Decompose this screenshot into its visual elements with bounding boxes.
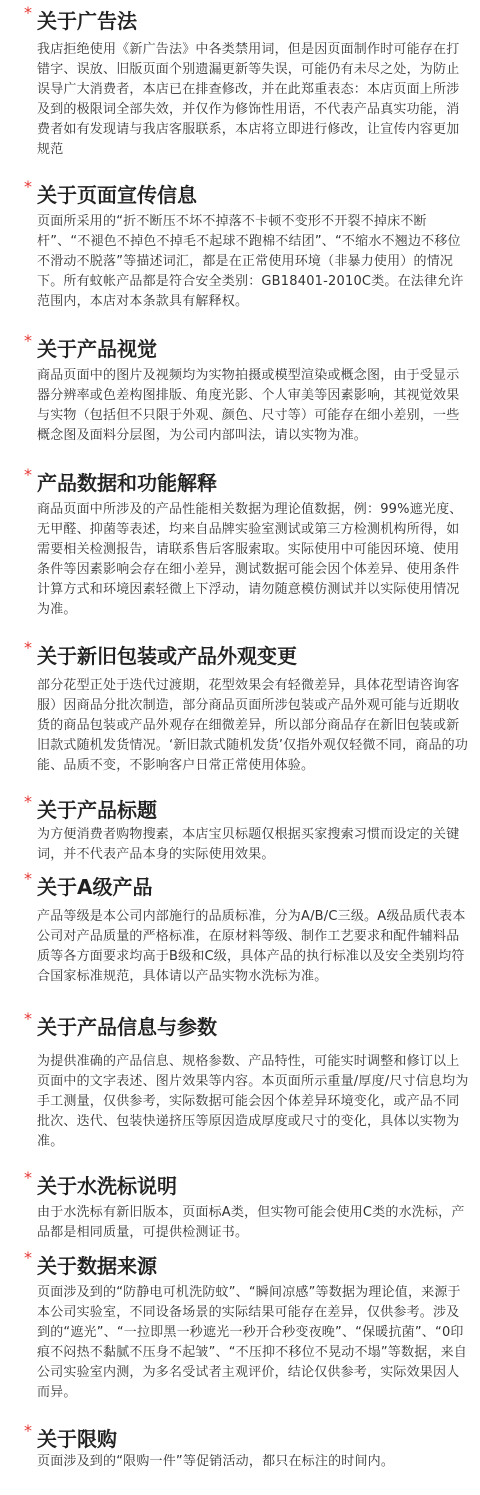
section-heading: 关于数据来源 xyxy=(37,1254,157,1278)
section-body: 为提供准确的产品信息、规格参数、产品特性，可能实时调整和修订以上页面中的文字表述、图片效果等内容。本页面所示重量/厚度/尺寸信息均为手工测量，仅供参考，实际数据可能会因个体差异环境变化，或产品不同批次、迭代、包装快递挤压等原因造成厚度或尺寸的变化，具体以实物为准。 xyxy=(37,1054,469,1149)
section-heading: 关于限购 xyxy=(37,1427,117,1451)
required-asterisk: * xyxy=(24,638,32,657)
section-body: 页面涉及到的“限购一件”等促销活动，都只在标注的时间内。 xyxy=(37,1454,395,1469)
section-body: 页面涉及到的“防静电可机洗防蚊”、“瞬间凉感”等数据为理论值，来源于本公司实验室，不同设备场景的实际结果可能存在差异，仅供参考。涉及到的“遮光”、“一拉即黑一秒遮光一秒开合秒变夜晚”、“保暖抗菌”、“0印痕不闷热不黏腻不压身不起皱”、“不压抑不移位不晃动不塌”等数据，来自公司实验室内测，为多名受试者主观评价，结论仅供参考，实际效果因人而异。 xyxy=(37,1285,468,1400)
section-heading: 关于广告法 xyxy=(37,9,137,33)
required-asterisk: * xyxy=(24,792,32,811)
section-body: 商品页面中所涉及的产品性能相关数据为理论值数据，例：99%遮光度、无甲醛、抑菌等表述，均来自品牌实验室测试或第三方检测机构所得，如需要相关检测报告，请联系售后客服索取。实际使用中可能因环境、使用条件等因素影响会存在细小差异，测试数据可能会因个体差异、使用条件计算方式和环境因素轻微上下浮动，请勿随意模仿测试并以实际使用情况为准。 xyxy=(37,502,463,617)
required-asterisk: * xyxy=(24,1168,32,1187)
required-asterisk: * xyxy=(24,3,32,22)
section-heading: 关于新旧包装或产品外观变更 xyxy=(37,644,297,668)
section-body: 我店拒绝使用《新广告法》中各类禁用词，但是因页面制作时可能存在打错字、误放、旧版页面个别遗漏更新等失误，可能仍有未尽之处，为防止误导广大消费者，本店已在排查修改，并在此郑重表态：本店页面上所涉及到的极限词全部失效，并仅作为修饰性用语，不代表产品真实功能，消费者如有发现请与我店客服联系，本店将立即进行修改，让宣传内容更加规范 xyxy=(37,42,460,157)
required-asterisk: * xyxy=(24,1421,32,1440)
section-heading: 关于产品信息与参数 xyxy=(37,1015,217,1039)
section-heading: 关于页面宣传信息 xyxy=(37,183,197,207)
required-asterisk: * xyxy=(24,331,32,350)
required-asterisk: * xyxy=(24,465,32,484)
section-body: 由于水洗标有新旧版本，页面标A类，但实物可能会使用C类的水洗标，产品都是相同质量，可提供检测证书。 xyxy=(37,1205,465,1240)
section-body: 商品页面中的图片及视频均为实物拍摄或模型渲染或概念图，由于受显示器分辨率或色差构图排版、角度光影、个人审美等因素影响，其视觉效果与实物（包括但不只限于外观、颜色、尺寸等）可能存在细小差别，一些概念图及面料分层图，为公司内部叫法，请以实物为准。 xyxy=(37,368,460,443)
section-body: 为方便消费者购物搜素，本店宝贝标题仅根据买家搜索习惯而设定的关键词，并不代表产品本身的实际使用效果。 xyxy=(37,827,460,862)
section-heading: 产品数据和功能解释 xyxy=(37,471,217,495)
section-body: 页面所采用的“折不断压不坏不掉落不卡顿不变形不开裂不掉床不断杆”、“不褪色不掉色不掉毛不起球不跑棉不结团”、“不缩水不翘边不移位不滑动不脱落”等描述词汇，都是在正常使用环境（非暴力使用）的情况下。所有蚊帐产品都是符合安全类别：GB18401-2010C类。在法律允许范围内，本店对本条款具有解释权。 xyxy=(37,214,464,309)
section-heading: 关于水洗标说明 xyxy=(37,1174,177,1198)
section-body: 部分花型正处于迭代过渡期，花型效果会有轻微差异，具体花型请咨询客服）因商品分批次制造，部分商品页面所涉包装或产品外观可能与近期收货的商品包装或产品外观存在细微差异，所以部分商品存在新旧包装或新旧款式随机发货情况。‘新旧款式随机发货’仅指外观仅轻微不同，商品的功能、品质不变，不影响客户日常正常使用体验。 xyxy=(37,678,469,773)
section-heading: 关于产品视觉 xyxy=(37,337,157,361)
section-body: 产品等级是本公司内部施行的品质标准，分为A/B/C三级。A级品质代表本公司对产品质量的严格标准，在原材料等级、制作工艺要求和配件辅料品质等各方面要求均高于B级和C级，具体产品的执行标准以及安全类别均符合国家标准规范，具体请以产品实物水洗标为准。 xyxy=(37,909,466,984)
required-asterisk: * xyxy=(24,1009,32,1028)
section-heading: 关于A级产品 xyxy=(37,875,153,899)
required-asterisk: * xyxy=(24,869,32,888)
required-asterisk: * xyxy=(24,177,32,196)
section-heading: 关于产品标题 xyxy=(37,798,157,822)
required-asterisk: * xyxy=(24,1248,32,1267)
